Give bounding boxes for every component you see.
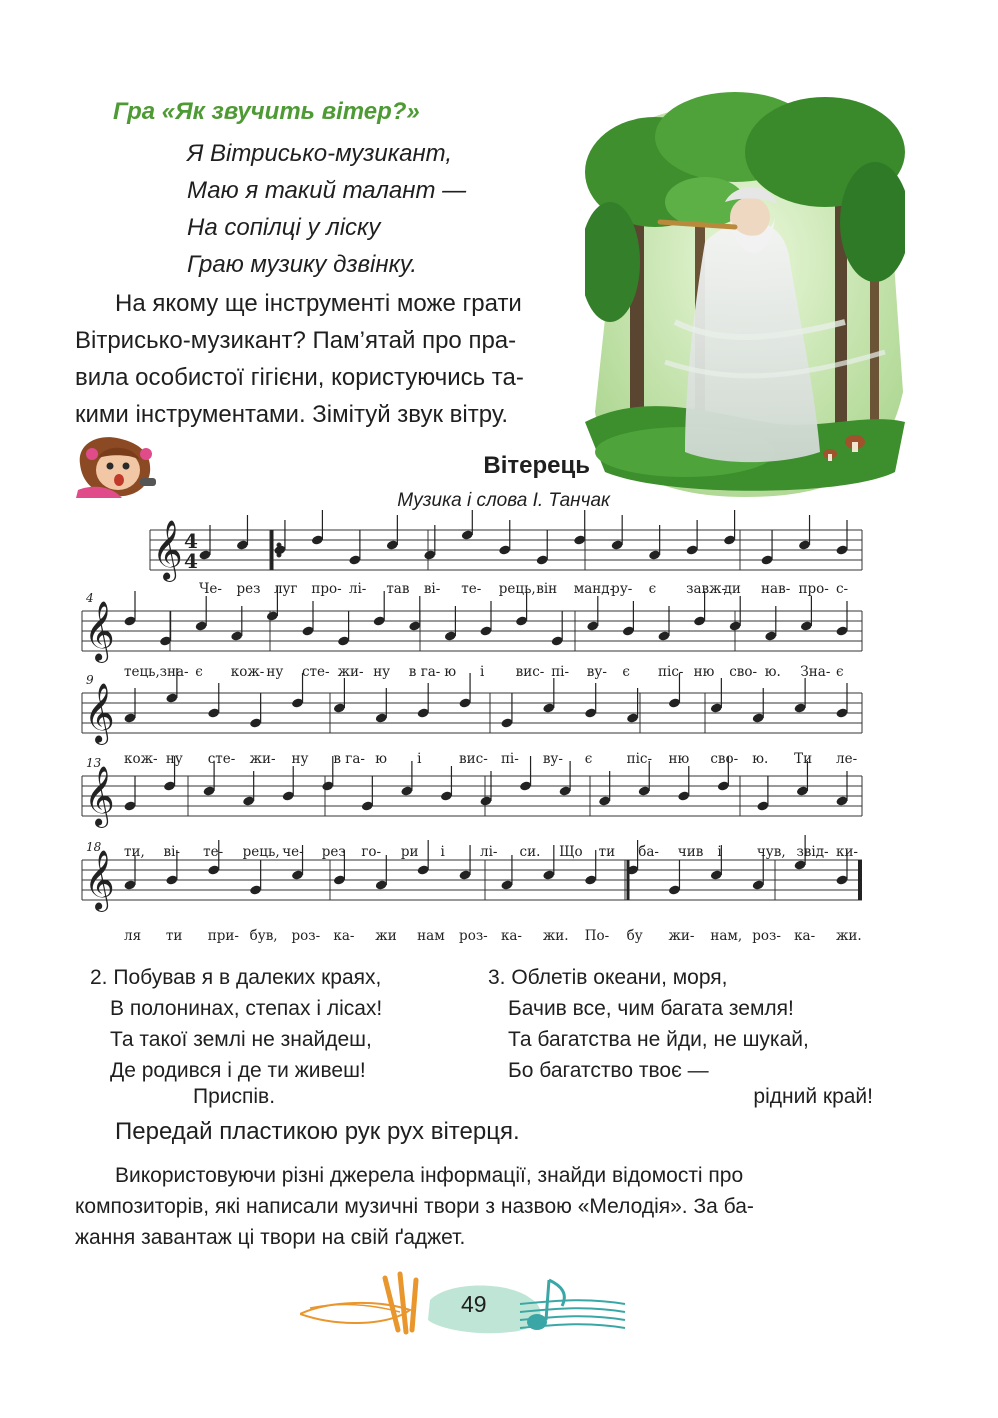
verse-line: Бо багатство твоє — [508, 1059, 709, 1082]
lyric-syllable: лі- [348, 581, 367, 597]
lyric-syllable: манд- [573, 581, 615, 597]
lyric-syllable: кож- [124, 751, 158, 767]
lyric-syllable: кож- [230, 664, 265, 680]
treble-clef-icon: 𝄞 [152, 520, 183, 580]
verse-2 [90, 962, 382, 1086]
lyric-syllable: ю [375, 751, 388, 767]
sheet-music [0, 510, 998, 955]
lyric-syllable: жи. [836, 928, 862, 944]
lyric-syllable: сво- [729, 664, 758, 680]
time-signature-bottom: 4 [184, 549, 198, 573]
lyric-syllable: ю [444, 664, 457, 680]
lyric-syllable: роз- [752, 928, 781, 944]
lyric-syllable: піс- [658, 664, 684, 680]
lyric-syllable: ди [723, 581, 741, 597]
lyric-syllable: при- [207, 928, 239, 944]
lyric-syllable: вис- [515, 664, 545, 680]
lyric-syllable: го- [361, 844, 382, 860]
lyric-syllable: те- [203, 844, 224, 860]
time-signature-top: 4 [184, 529, 198, 553]
lyric-syllable: Че- [199, 581, 222, 597]
lyric-syllable: рець, [498, 581, 536, 597]
lyric-syllable: і [717, 844, 722, 860]
verse-line: 2. Побував я в далеких краях, [90, 966, 382, 989]
lyric-syllable: є [648, 581, 657, 597]
lyric-syllable: ну [165, 751, 183, 767]
paragraph-intro [75, 285, 595, 433]
text-line: вила особистої гігієни, користуючись та- [75, 364, 524, 391]
treble-clef-icon: 𝄞 [84, 683, 115, 743]
lyric-syllable: про- [311, 581, 342, 597]
verse-line: Та багатства не йди, не шукай, [508, 1028, 809, 1051]
lyric-syllable: нам [417, 928, 445, 944]
lyric-syllable: ю. [752, 751, 769, 767]
lyric-syllable: че- [282, 844, 304, 860]
lyric-syllable: те- [461, 581, 482, 597]
verse-line: Де родився і де ти живеш! [110, 1059, 366, 1082]
poem-line: На сопілці у ліску [187, 214, 381, 241]
lyric-syllable: є [584, 751, 593, 767]
lyric-syllable: рець, [242, 844, 280, 860]
lyric-syllable: ле- [836, 751, 858, 767]
lyric-syllable: ну [266, 664, 284, 680]
lyric-syllable: ри [400, 844, 419, 860]
lyric-syllable: с- [836, 581, 849, 597]
treble-clef-icon: 𝄞 [84, 850, 115, 910]
lyric-syllable: ба- [638, 844, 659, 860]
paragraph-task [75, 1160, 873, 1253]
text-line: Використовуючи різні джерела інформації, знайди відомості про [115, 1164, 744, 1187]
bar-number: 13 [86, 756, 102, 770]
lyric-syllable: чув, [756, 844, 786, 860]
lyric-syllable: піс- [626, 751, 653, 767]
poem [187, 135, 466, 283]
lyric-syllable: тець, [124, 664, 160, 680]
lyric-syllable: луг [273, 581, 298, 597]
song-author: Музика і слова І. Танчак [397, 490, 610, 511]
lyric-syllable: був, [249, 928, 278, 944]
lyric-syllable: жи- [249, 751, 276, 767]
lyric-syllable: жи [375, 928, 397, 944]
refrain-label: Приспів. [193, 1085, 276, 1108]
lyric-syllable: ню [668, 751, 690, 767]
lyric-syllable: ві- [423, 581, 441, 597]
lyric-syllable: ка- [333, 928, 355, 944]
lyric-syllable: є [622, 664, 630, 680]
lyric-syllable: сво- [710, 751, 739, 767]
verse-3 [488, 962, 809, 1086]
lyric-syllable: ву- [542, 751, 563, 767]
singing-girl-icon [72, 434, 164, 500]
poem-line: Я Вітрисько-музикант, [187, 140, 453, 167]
lyric-syllable: сте- [302, 664, 330, 680]
text-line: кими інструментами. Зімітуй звук вітру. [75, 401, 509, 428]
bar-number: 18 [86, 840, 102, 854]
lyric-syllable: чив [677, 844, 704, 860]
lyric-syllable: ню [693, 664, 715, 680]
lyric-syllable: бу [626, 928, 643, 944]
lyric-syllable: нав- [761, 581, 791, 597]
lyric-syllable: си. [519, 844, 541, 860]
text-line: Вітрисько-музикант? Пам’ятай про пра- [75, 327, 517, 354]
page-number: 49 [461, 1291, 487, 1317]
lyric-syllable: в га- [333, 751, 365, 767]
lyric-syllable: жи- [337, 664, 364, 680]
lyric-syllable: про- [798, 581, 829, 597]
lyric-syllable: звід- [796, 844, 829, 860]
poem-line: Маю я такий талант — [187, 177, 467, 204]
lyric-syllable: завж- [686, 581, 727, 597]
lyric-syllable: і [480, 664, 485, 680]
bar-number: 4 [86, 591, 94, 605]
lyric-syllable: роз- [459, 928, 488, 944]
verse-line: Та такої землі не знайдеш, [110, 1028, 372, 1051]
lyric-syllable: ю. [764, 664, 781, 680]
lyric-syllable: сте- [207, 751, 236, 767]
lyric-syllable: ти, [124, 844, 145, 860]
lyric-syllable: ка- [794, 928, 816, 944]
text-line: На якому ще інструменті може грати [115, 290, 522, 317]
lyric-syllable: Зна- [800, 664, 831, 680]
lyric-syllable: жи- [668, 928, 695, 944]
lyric-syllable: роз- [291, 928, 321, 944]
lyric-syllable: вис- [459, 751, 488, 767]
lyric-syllable: ти [165, 928, 183, 944]
lyric-syllable: рез [321, 844, 346, 860]
lyric-syllable: тав [386, 581, 410, 597]
lyric-syllable: нам, [710, 928, 743, 944]
lyric-syllable: жи. [542, 928, 569, 944]
lyric-syllable: пі- [500, 751, 519, 767]
lyric-syllable: лі- [480, 844, 498, 860]
lyric-syllable: в га- [408, 664, 441, 680]
verse-line: 3. Облетів океани, моря, [488, 966, 728, 989]
lyric-syllable: і [417, 751, 422, 767]
lyric-syllable: зна- [159, 664, 189, 680]
text-line: композиторів, які написали музичні твори з назвою «Мелодія». За ба- [75, 1195, 754, 1218]
lyric-syllable: ру- [611, 581, 633, 597]
lyric-syllable: ві- [163, 844, 181, 860]
lyric-syllable: ти [598, 844, 616, 860]
lyric-syllable: пі- [551, 664, 570, 680]
text-line: жання завантаж ці твори на свій ґаджет. [75, 1226, 466, 1249]
lyric-syllable: ка- [500, 928, 523, 944]
brushes-icon [385, 1274, 416, 1332]
treble-clef-icon: 𝄞 [84, 601, 115, 661]
instruction: Передай пластикою рук рух вітерця. [115, 1118, 520, 1145]
song-title: Вітерець [483, 452, 590, 479]
lyric-syllable: ну [373, 664, 391, 680]
lyric-syllable: ля [124, 928, 142, 944]
lyric-syllable: ву- [586, 664, 607, 680]
verse-line: В полонинах, степах і лісах! [110, 997, 383, 1020]
bar-number: 9 [86, 673, 94, 687]
wind-musician-illustration [585, 92, 905, 502]
lyric-syllable: він [536, 581, 558, 597]
verse-line: Бачив все, чим багата земля! [508, 997, 794, 1020]
lyric-syllable: По- [584, 928, 610, 944]
lyric-syllable: є [195, 664, 203, 680]
treble-clef-icon: 𝄞 [84, 766, 115, 826]
lyric-syllable: Ти [794, 751, 813, 767]
lyric-syllable: ну [291, 751, 309, 767]
lyric-syllable: ки- [836, 844, 858, 860]
lyric-syllable: Що [559, 844, 583, 860]
lyric-syllable: є [836, 664, 844, 680]
game-title: Гра «Як звучить вітер?» [113, 98, 420, 125]
lyric-syllable: рез [236, 581, 261, 597]
poem-line: Граю музику дзвінку. [187, 251, 417, 278]
lyric-syllable: і [440, 844, 445, 860]
verse-3-ending: рідний край! [753, 1085, 873, 1108]
